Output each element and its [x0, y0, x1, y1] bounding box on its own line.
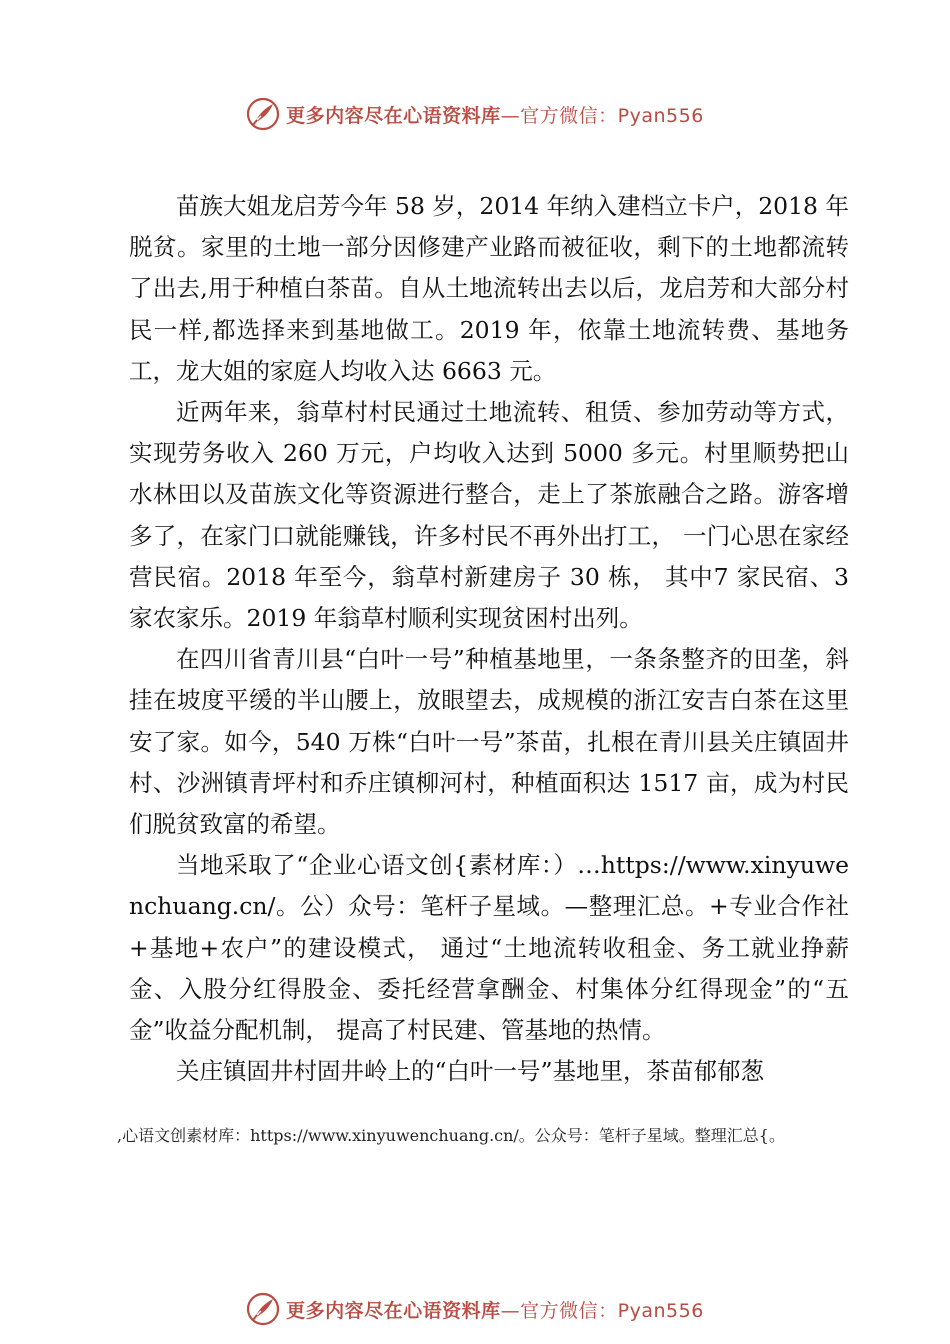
paragraph-5: 关庄镇固井村固井岭上的“白叶一号”基地里，茶苗郁郁葱 [176, 1057, 765, 1086]
article-body [129, 186, 849, 1092]
header-banner [0, 94, 950, 134]
paragraph-3: 在四川省青川县“白叶一号”种植基地里，一条条整齐的田垄，斜挂在坡度平缓的半山腰上，放眼望去，成规模的浙江安吉白茶在这里安了家。如今，540 万株“白叶一号”茶苗，扎根在青川县关庄镇固井村、沙洲镇青坪村和乔庄镇柳河村，种植面积达 1517 亩，成为村民们脱贫致富的希望。 [129, 645, 849, 839]
banner-text [286, 1296, 704, 1323]
banner-main-text: 更多内容尽在心语资料库 [286, 1299, 501, 1322]
banner-suffix-text: 官方微信：Pyan556 [520, 1299, 704, 1322]
banner-dash: — [500, 1299, 521, 1322]
banner-dash: — [500, 104, 521, 127]
paragraph-1: 苗族大姐龙启芳今年 58 岁，2014 年纳入建档立卡户，2018 年脱贫。家里的土地一部分因修建产业路而被征收，剩下的土地都流转了出去,用于种植白茶苗。自从土地流转出去以后，龙启芳和大部分村民一样,都选择来到基地做工。2019 年，依靠土地流转费、基地务工，龙大姐的家庭人均收入达 6663 元。 [129, 192, 849, 385]
paragraph-4: 当地采取了“企业心语文创{素材库：）…https://www.xinyuwenchuang.cn/。公）众号：笔杆子星域。—整理汇总。+专业合作社+基地+农户”的建设模式， 通过“土地流转收租金、务工就业挣薪金、入股分红得股金、委托经营拿酬金、村集体分红得现金”的“五金”收益分配机制， 提高了村民建、管基地的热情。 [129, 851, 849, 1045]
banner-text [286, 101, 704, 128]
quill-pen-logo-icon [246, 1292, 280, 1326]
footnote-text: ,心语文创素材库：https://www.xinyuwenchuang.cn/。公众号：笔杆子星域。整理汇总{。 [117, 1126, 785, 1145]
footer-banner [0, 1289, 950, 1329]
banner-main-text: 更多内容尽在心语资料库 [286, 104, 501, 127]
quill-pen-logo-icon [246, 97, 280, 131]
paragraph-2: 近两年来，翁草村村民通过土地流转、租赁、参加劳动等方式， 实现劳务收入 260 万元，户均收入达到 5000 多元。村里顺势把山水林田以及苗族文化等资源进行整合，走上了茶旅融合之路。游客增多了，在家门口就能赚钱，许多村民不再外出打工， 一门心思在家经营民宿。2018 年至今，翁草村新建房子 30 栋， 其中7 家民宿、3 家农家乐。2019 年翁草村顺利实现贫困村出列。 [129, 398, 849, 633]
banner-suffix-text: 官方微信：Pyan556 [520, 104, 704, 127]
